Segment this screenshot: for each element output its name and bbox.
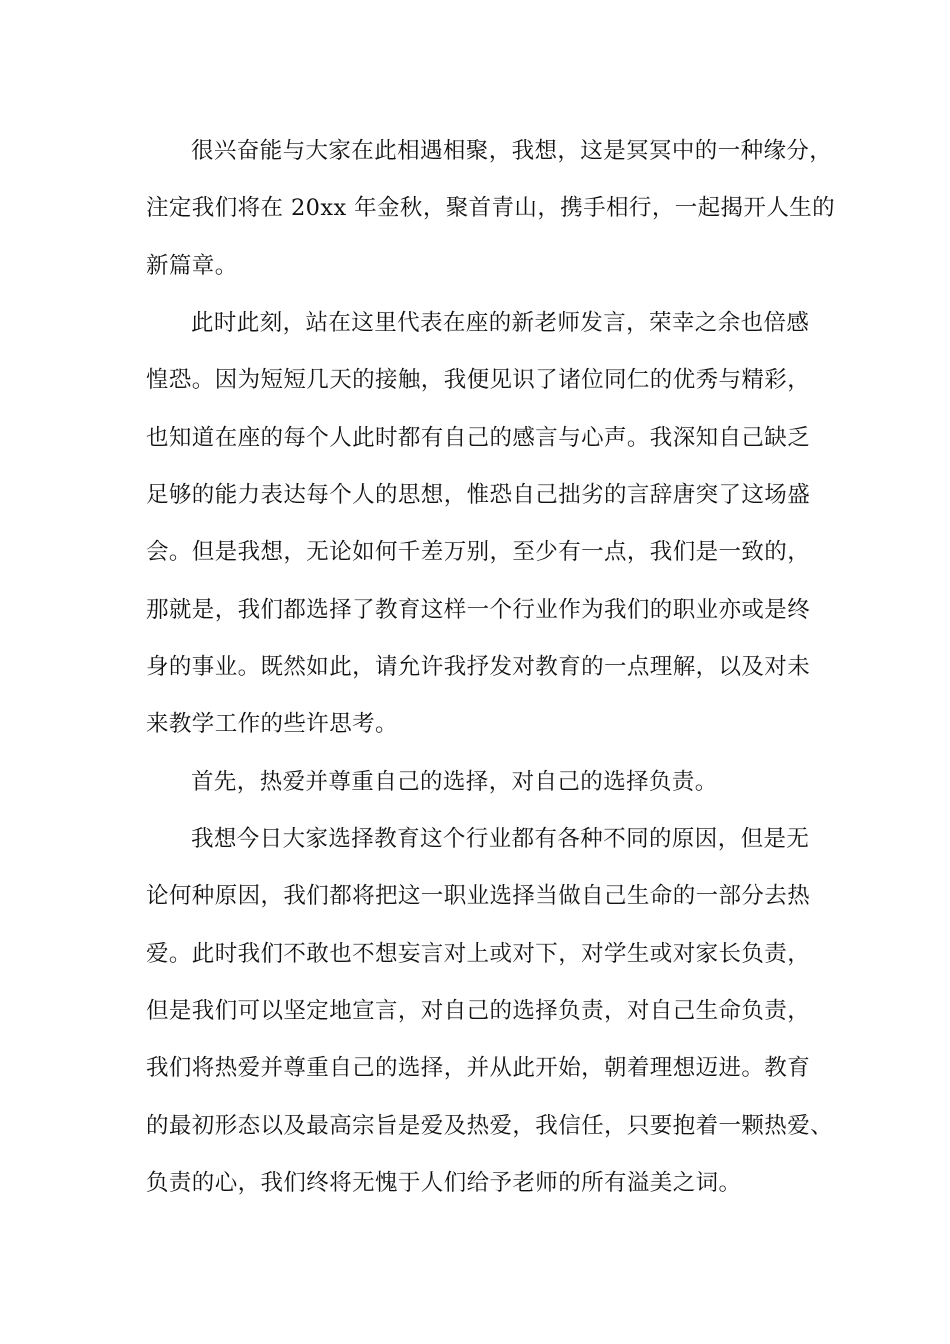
paragraph-4-line-2: 论何种原因，我们都将把这一职业选择当做自己生命的一部分去热 xyxy=(146,883,811,909)
paragraph-2-line-7: 身的事业。既然如此，请允许我抒发对教育的一点理解，以及对未 xyxy=(146,654,811,680)
paragraph-2-line-1: 此时此刻，站在这里代表在座的新老师发言，荣幸之余也倍感 xyxy=(191,310,810,336)
paragraph-1-line-3: 新篇章。 xyxy=(146,253,238,279)
paragraph-1-line-1: 很兴奋能与大家在此相遇相聚，我想，这是冥冥中的一种缘分， xyxy=(191,138,833,164)
paragraph-2-line-5: 会。但是我想，无论如何千差万别，至少有一点，我们是一致的， xyxy=(146,539,811,565)
paragraph-1-line-2: 注定我们将在 20xx 年金秋，聚首青山，携手相行，一起揭开人生的 xyxy=(146,195,836,221)
paragraph-4-line-3: 爱。此时我们不敢也不想妄言对上或对下，对学生或对家长负责， xyxy=(146,941,811,967)
paragraph-4-line-6: 的最初形态以及最高宗旨是爱及热爱，我信任，只要抱着一颗热爱、 xyxy=(146,1113,834,1139)
paragraph-2-line-4: 足够的能力表达每个人的思想，惟恐自己拙劣的言辞唐突了这场盛 xyxy=(146,482,811,508)
paragraph-2-line-8: 来教学工作的些许思考。 xyxy=(146,711,398,737)
paragraph-4-line-7: 负责的心，我们终将无愧于人们给予老师的所有溢美之词。 xyxy=(146,1170,742,1196)
paragraph-2-line-3: 也知道在座的每个人此时都有自己的感言与心声。我深知自己缺乏 xyxy=(146,425,811,451)
paragraph-4-line-5: 我们将热爱并尊重自己的选择，并从此开始，朝着理想迈进。教育 xyxy=(146,1055,811,1081)
paragraph-2-line-6: 那就是，我们都选择了教育这样一个行业作为我们的职业亦或是终 xyxy=(146,597,811,623)
paragraph-4-line-1: 我想今日大家选择教育这个行业都有各种不同的原因，但是无 xyxy=(191,826,810,852)
paragraph-3-heading: 首先，热爱并尊重自己的选择，对自己的选择负责。 xyxy=(191,769,718,795)
paragraph-2-line-2: 惶恐。因为短短几天的接触，我便见识了诸位同仁的优秀与精彩， xyxy=(146,367,811,393)
paragraph-4-line-4: 但是我们可以坚定地宣言，对自己的选择负责，对自己生命负责， xyxy=(146,998,811,1024)
